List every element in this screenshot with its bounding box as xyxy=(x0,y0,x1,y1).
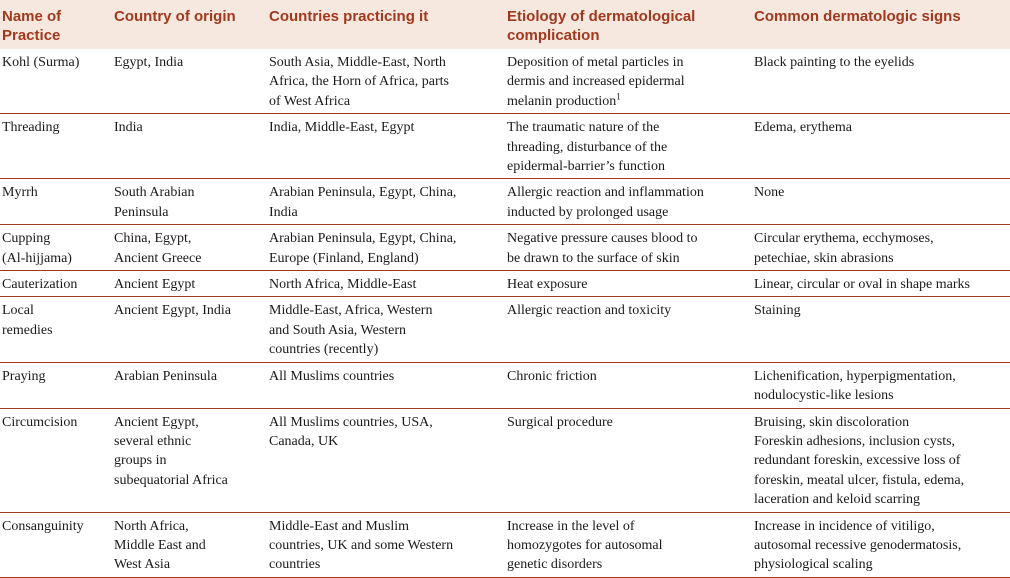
header-name-of-practice: Name of Practice xyxy=(2,8,62,44)
cell-etiology: Heat exposure xyxy=(507,277,588,293)
header-etiology: Etiology of dermatological complication xyxy=(507,8,696,44)
cell-practice-name: Myrrh xyxy=(2,185,38,201)
header-row xyxy=(0,0,1010,49)
cell-dermatologic-signs: Bruising, skin discoloration Foreskin adhesions, inclusion cysts, redundant foreskin, excessive loss of foreskin, meatal ulcer, fistula, edema, laceration and keloid scarring xyxy=(754,414,965,508)
cell-practice-name: Kohl (Surma) xyxy=(2,55,80,70)
cell-dermatologic-signs: Linear, circular or oval in shape marks xyxy=(754,277,970,293)
cell-countries-practicing: Arabian Peninsula, Egypt, China, Europe (Finland, England) xyxy=(269,231,457,266)
table-row xyxy=(0,362,1010,408)
cell-countries-practicing: North Africa, Middle-East xyxy=(269,277,417,293)
cell-practice-name: Local remedies xyxy=(2,303,53,338)
table-row xyxy=(0,114,1010,179)
cell-practice-name: Threading xyxy=(2,120,60,136)
cell-country-of-origin: China, Egypt, Ancient Greece xyxy=(114,231,202,266)
header-dermatologic-signs: Common dermatologic signs xyxy=(754,8,961,25)
table-row xyxy=(0,408,1010,512)
cell-etiology: The traumatic nature of the threading, disturbance of the epidermal-barrier’s function xyxy=(507,120,668,175)
cell-practice-name: Praying xyxy=(2,368,46,384)
cell-etiology: Increase in the level of homozygotes for autosomal genetic disorders xyxy=(507,518,663,573)
cell-countries-practicing: India, Middle-East, Egypt xyxy=(269,120,415,136)
cell-dermatologic-signs: Increase in incidence of vitiligo, autosomal recessive genodermatosis, physiological scaling xyxy=(754,518,962,573)
etiology-text: Deposition of metal particles in dermis and increased epidermal melanin production xyxy=(507,55,685,109)
cell-dermatologic-signs: Black painting to the eyelids xyxy=(754,55,915,70)
cell-dermatologic-signs: Edema, erythema xyxy=(754,120,852,136)
cell-countries-practicing: All Muslims countries xyxy=(269,368,395,384)
cell-country-of-origin: South Arabian Peninsula xyxy=(114,185,195,220)
cell-etiology: Allergic reaction and toxicity xyxy=(507,303,672,319)
cell-countries-practicing: Middle-East and Muslim countries, UK and some Western countries xyxy=(269,518,454,573)
cell-practice-name: Circumcision xyxy=(2,414,78,430)
reference-marker: 1 xyxy=(616,91,621,102)
cell-country-of-origin: Arabian Peninsula xyxy=(114,368,218,384)
header-countries-practicing: Countries practicing it xyxy=(269,8,429,25)
table-row xyxy=(0,271,1010,297)
cell-countries-practicing: South Asia, Middle-East, North Africa, the Horn of Africa, parts of West Africa xyxy=(269,55,449,109)
cell-practice-name: Cupping (Al-hijjama) xyxy=(2,231,72,266)
cell-etiology: Chronic friction xyxy=(507,368,597,384)
cell-country-of-origin: Ancient Egypt, several ethnic groups in subequatorial Africa xyxy=(114,414,228,488)
table-row xyxy=(0,297,1010,362)
cell-dermatologic-signs: Lichenification, hyperpigmentation, nodulocystic-like lesions xyxy=(754,368,956,404)
cell-country-of-origin: Ancient Egypt xyxy=(114,277,196,293)
table-row xyxy=(0,512,1010,577)
table-header xyxy=(0,0,1010,49)
table-body xyxy=(0,49,1010,577)
cell-countries-practicing: Arabian Peninsula, Egypt, China, India xyxy=(269,185,457,220)
cell-dermatologic-signs: None xyxy=(754,185,785,201)
cell-country-of-origin: India xyxy=(114,120,143,136)
cell-dermatologic-signs: Circular erythema, ecchymoses, petechiae, skin abrasions xyxy=(754,231,934,266)
cell-dermatologic-signs: Staining xyxy=(754,303,801,319)
table-row xyxy=(0,179,1010,225)
header-country-of-origin: Country of origin xyxy=(114,8,236,25)
cell-countries-practicing: All Muslims countries, USA, Canada, UK xyxy=(269,414,433,449)
cell-practice-name: Consanguinity xyxy=(2,518,84,534)
cell-etiology: Surgical procedure xyxy=(507,414,613,430)
cell-practice-name: Cauterization xyxy=(2,277,78,293)
cell-etiology: Negative pressure causes blood to be drawn to the surface of skin xyxy=(507,231,698,266)
cell-country-of-origin: Ancient Egypt, India xyxy=(114,303,232,319)
table-row xyxy=(0,49,1010,114)
table-row xyxy=(0,225,1010,271)
cell-etiology xyxy=(503,49,750,114)
cell-country-of-origin: Egypt, India xyxy=(114,55,184,70)
cell-etiology: Allergic reaction and inflammation inducted by prolonged usage xyxy=(507,185,704,220)
cell-countries-practicing: Middle-East, Africa, Western and South Asia, Western countries (recently) xyxy=(269,303,433,358)
cell-country-of-origin: North Africa, Middle East and West Asia xyxy=(114,518,206,573)
